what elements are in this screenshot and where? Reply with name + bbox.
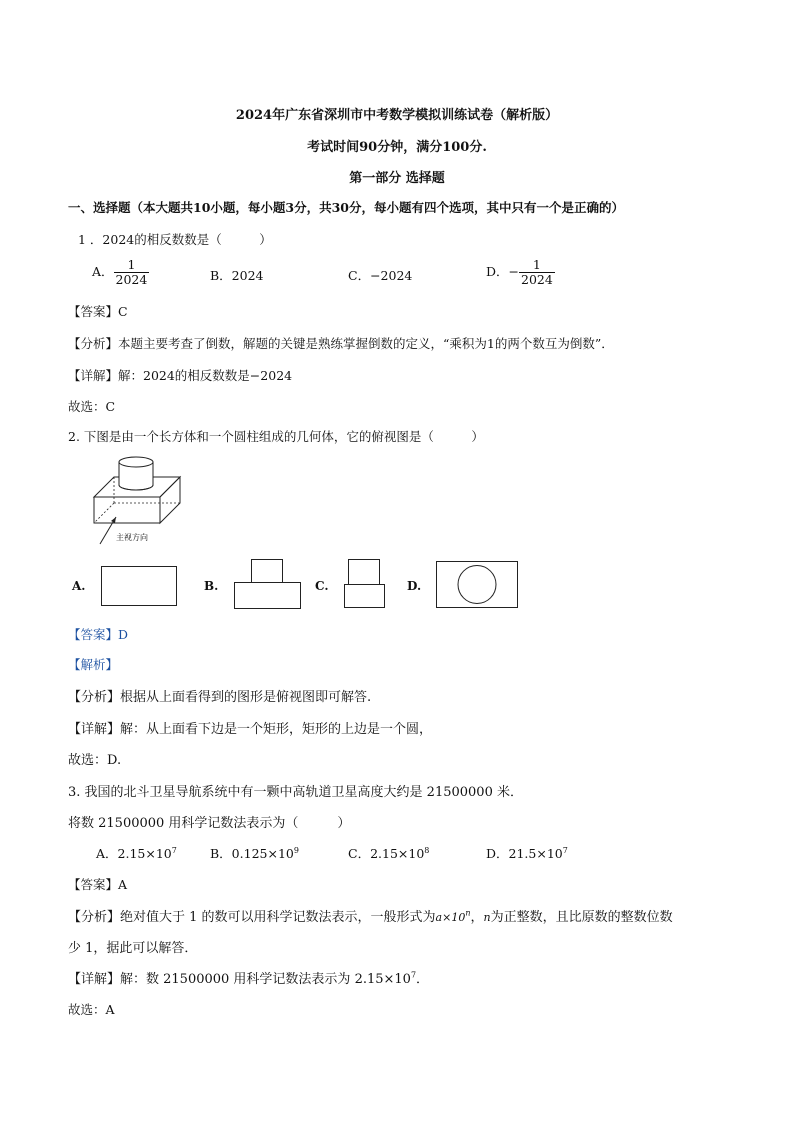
q3-option-b: B．$0.125\times 10^9$ xyxy=(210,845,299,861)
q2-jiexi: 【解析】 xyxy=(68,657,119,672)
q3-detail: 【详解】解：数 21500000 用科学记数法表示为 $2.15\times 10^7$． xyxy=(68,970,430,987)
q3-choice: 故选：A xyxy=(68,1002,115,1017)
section-heading: 一、选择题（本大题共10小题，每小题3分，共30分，每小题有四个选项，其中只有一个是正确的） xyxy=(68,200,624,215)
q2-option-b-base-rectangle xyxy=(234,582,301,609)
q2-option-d-label: D. xyxy=(407,579,422,593)
q2-analysis: 【分析】根据从上面看得到的图形是俯视图即可解答. xyxy=(68,690,372,705)
q3-stem-line2: 将数 21500000 用科学记数法表示为（ ） xyxy=(68,816,351,831)
q1-answer: 【答案】C xyxy=(68,304,128,319)
q2-detail: 【详解】解：从上面看下边是一个矩形，矩形的上边是一个圆， xyxy=(68,722,433,737)
q1-option-c: C．−2024 xyxy=(348,268,413,283)
q1-option-a: A． $\frac{1}{2024}$ xyxy=(92,257,148,287)
figure-caption: 主视方向 xyxy=(116,533,148,542)
page-title: 2024年广东省深圳市中考数学模拟训练试卷（解析版） xyxy=(235,108,559,123)
q1-choice: 故选：C xyxy=(68,399,116,414)
q3-option-c: C．$2.15\times 10^8$ xyxy=(348,845,430,861)
q3-option-d: D．$21.5\times 10^7$ xyxy=(486,845,568,861)
q1-option-d: D．− $\frac{1}{2024}$ xyxy=(486,257,553,287)
q2-option-d-circle xyxy=(436,561,518,608)
q2-choice: 故选：D. xyxy=(68,753,122,768)
exam-info: 考试时间90分钟，满分100分. xyxy=(307,140,487,155)
q2-answer: 【答案】D xyxy=(68,627,129,642)
q2-option-c-base-rectangle xyxy=(344,584,385,608)
q2-option-a-label: A. xyxy=(72,579,86,593)
q2-option-c-top-square xyxy=(348,559,380,585)
q3-option-a: A．$2.15\times 10^7$ xyxy=(96,845,177,861)
q2-option-b-top-square xyxy=(251,559,283,583)
q3-analysis-line1: 【分析】绝对值大于 1 的数可以用科学记数法表示，一般形式为$a\times 10^n$，n为正整数，且比原数的整数位数 xyxy=(68,908,673,925)
q3-answer: 【答案】A xyxy=(68,877,128,892)
q1-detail: 【详解】解：2024的相反数数是−2024 xyxy=(68,368,293,383)
part-heading: 第一部分 选择题 xyxy=(349,171,445,186)
q2-option-b-label: B. xyxy=(204,579,219,593)
q1-option-b: B．2024 xyxy=(210,268,264,283)
q3-analysis-line2: 少 1，据此可以解答． xyxy=(68,941,198,956)
q3-stem-line1: 3. 我国的北斗卫星导航系统中有一颗中高轨道卫星高度大约是 21500000 米． xyxy=(68,785,523,800)
q2-option-a-rectangle xyxy=(101,566,177,606)
q1-stem: 1 ．2024的相反数数是（ ） xyxy=(78,232,272,247)
q2-option-c-label: C. xyxy=(315,579,329,593)
q1-analysis: 【分析】本题主要考查了倒数，解题的关键是熟练掌握倒数的定义，“乘积为1的两个数互为倒数”． xyxy=(68,336,614,351)
q2-stem: 2. 下图是由一个长方体和一个圆柱组成的几何体，它的俯视图是（ ） xyxy=(68,429,484,444)
